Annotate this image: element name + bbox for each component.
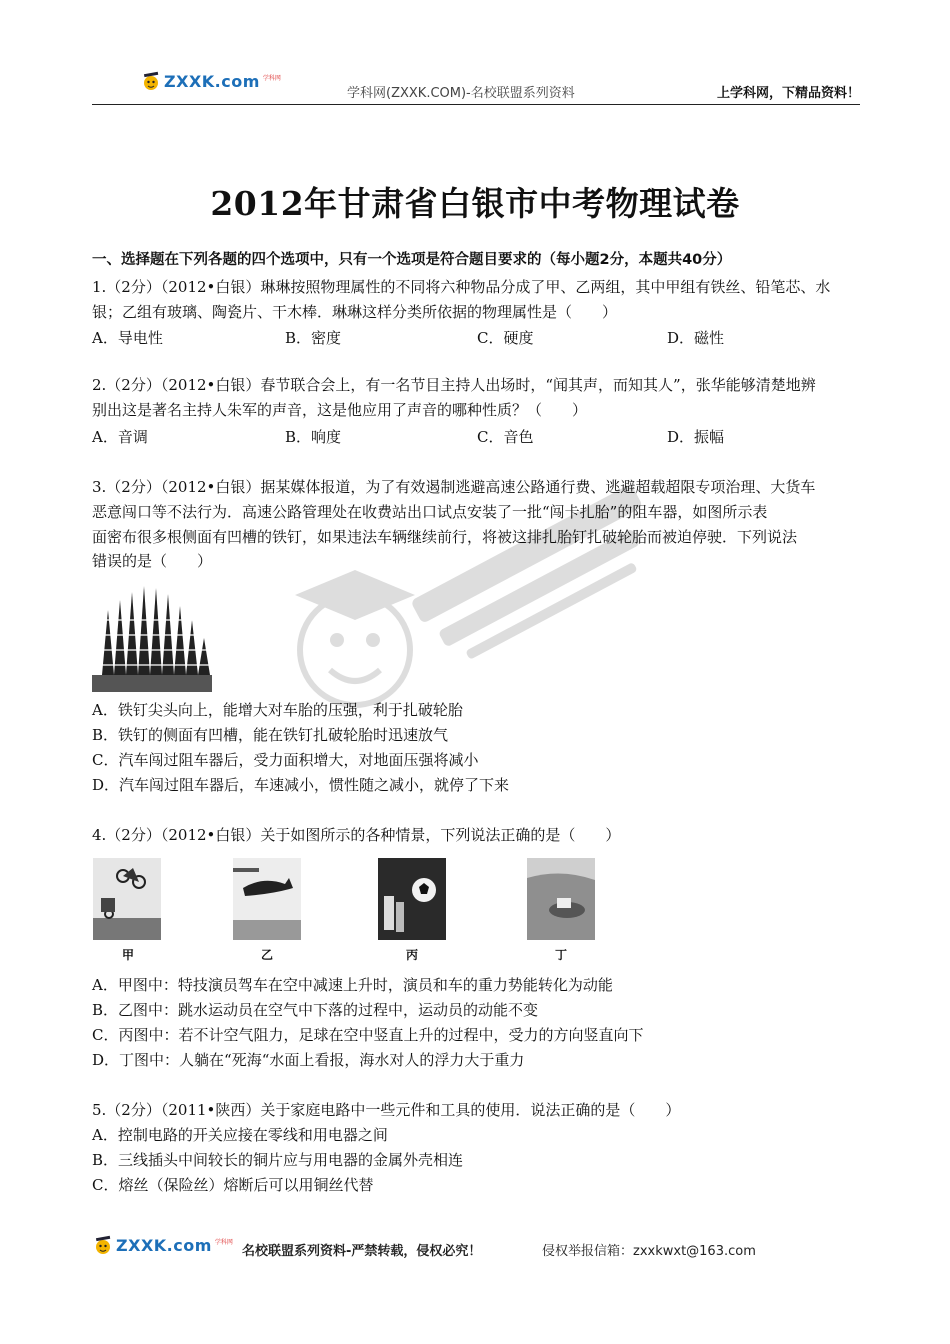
q4-option-d: D．丁图中：人躺在“死海“水面上看报，海水对人的浮力大于重力: [92, 1051, 525, 1069]
q3-line-4: 错误的是（ ）: [92, 552, 213, 570]
figure-caption-bing: 丙: [406, 948, 419, 962]
motorcycle-stunt-image: [93, 858, 161, 940]
q4-line-1: 4.（2分）（2012•白银）关于如图所示的各种情景，下列说法正确的是（ ）: [92, 826, 621, 844]
dead-sea-floating-image: [527, 858, 595, 940]
q5-option-b: B．三线插头中间较长的铜片应与用电器的金属外壳相连: [92, 1151, 464, 1169]
section-heading: 一、选择题在下列各题的四个选项中，只有一个选项是符合题目要求的（每小题2分，本题共40分）: [92, 252, 732, 268]
q2-option-a: A．音调: [92, 428, 148, 446]
football-image: [378, 858, 446, 940]
q3-option-b: B．铁钉的侧面有凹槽，能在铁钉扎破轮胎时迅速放气: [92, 726, 449, 744]
figure-caption-jia: 甲: [122, 948, 135, 962]
mascot-icon: [140, 70, 162, 92]
footer-logo-small-text: 学科网: [214, 1238, 233, 1246]
q1-option-c: C．硬度: [477, 329, 534, 347]
q4-option-b: B．乙图中：跳水运动员在空气中下落的过程中，运动员的动能不变: [92, 1001, 539, 1019]
q2-option-c: C．音色: [477, 428, 534, 446]
q5-option-a: A．控制电路的开关应接在零线和用电器之间: [92, 1126, 388, 1144]
q2-option-b: B．响度: [285, 428, 342, 446]
q3-line-2: 恶意闯口等不法行为．高速公路管理处在收费站出口试点安装了一批“闯卡扎胎”的阻车器，如图所示表: [92, 503, 768, 521]
q2-line-1: 2.（2分）（2012•白银）春节联合会上，有一名节目主持人出场时，“闻其声，而知其人”，张华能够清楚地辨: [92, 376, 816, 394]
q2-option-d: D．振幅: [667, 428, 725, 446]
q3-option-a: A．铁钉尖头向上，能增大对车胎的压强，利于扎破轮胎: [92, 701, 463, 719]
q3-option-c: C．汽车闯过阻车器后，受力面积增大，对地面压强将减小: [92, 751, 479, 769]
q1-line-1: 1.（2分）（2012•白银）琳琳按照物理属性的不同将六种物品分成了甲、乙两组，其中甲组有铁丝、铅笔芯、水: [92, 278, 831, 296]
q2-line-2: 别出这是著名主持人朱军的声音，这是他应用了声音的哪种性质？（ ）: [92, 401, 588, 419]
logo-small-text: 学科网: [262, 74, 281, 82]
footer-report-email: 侵权举报信箱：zxxkwxt@163.com: [542, 1244, 756, 1259]
q1-option-b: B．密度: [285, 329, 342, 347]
diver-image: [233, 858, 301, 940]
q1-option-d: D．磁性: [667, 329, 725, 347]
figure-caption-yi: 乙: [261, 948, 274, 962]
footer-zxxk-logo: [92, 1234, 233, 1256]
zxxk-logo: [140, 70, 281, 92]
figure-caption-ding: 丁: [555, 948, 568, 962]
q3-line-1: 3.（2分）（2012•白银）据某媒体报道，为了有效遏制逃避高速公路通行费、逃避超载超限专项治理、大货车: [92, 478, 816, 496]
page-header: [92, 68, 860, 105]
footer-copyright: 名校联盟系列资料-严禁转载，侵权必究！: [242, 1244, 482, 1259]
exam-title: 2012年甘肃省白银市中考物理试卷: [210, 184, 740, 223]
q3-line-3: 面密布很多根侧面有凹槽的铁钉，如果违法车辆继续前行，将被这排扎胎钉扎破轮胎而被迫停驶．下列说法: [92, 528, 798, 546]
page-footer: [92, 1232, 860, 1262]
footer-mascot-icon: [92, 1234, 114, 1256]
footer-logo-text: ZXXK.com: [116, 1235, 212, 1255]
q4-option-c: C．丙图中：若不计空气阻力，足球在空中竖直上升的过程中，受力的方向竖直向下: [92, 1026, 644, 1044]
q5-option-c: C．熔丝（保险丝）熔断后可以用铜丝代替: [92, 1176, 374, 1194]
header-center-text: 学科网(ZXXK.COM)-名校联盟系列资料: [347, 86, 575, 101]
q4-option-a: A．甲图中：特技演员驾车在空中减速上升时，演员和车的重力势能转化为动能: [92, 976, 613, 994]
q1-option-a: A．导电性: [92, 329, 163, 347]
logo-text: ZXXK.com: [164, 71, 260, 91]
q3-option-d: D．汽车闯过阻车器后，车速减小，惯性随之减小，就停了下来: [92, 776, 510, 794]
header-slogan: 上学科网，下精品资料！: [716, 86, 860, 101]
q1-line-2: 银；乙组有玻璃、陶瓷片、干木棒．琳琳这样分类所依据的物理属性是（ ）: [92, 303, 618, 321]
q5-line-1: 5.（2分）（2011•陕西）关于家庭电路中一些元件和工具的使用．说法正确的是（ ）: [92, 1101, 681, 1119]
spike-barrier-image: [92, 580, 212, 692]
